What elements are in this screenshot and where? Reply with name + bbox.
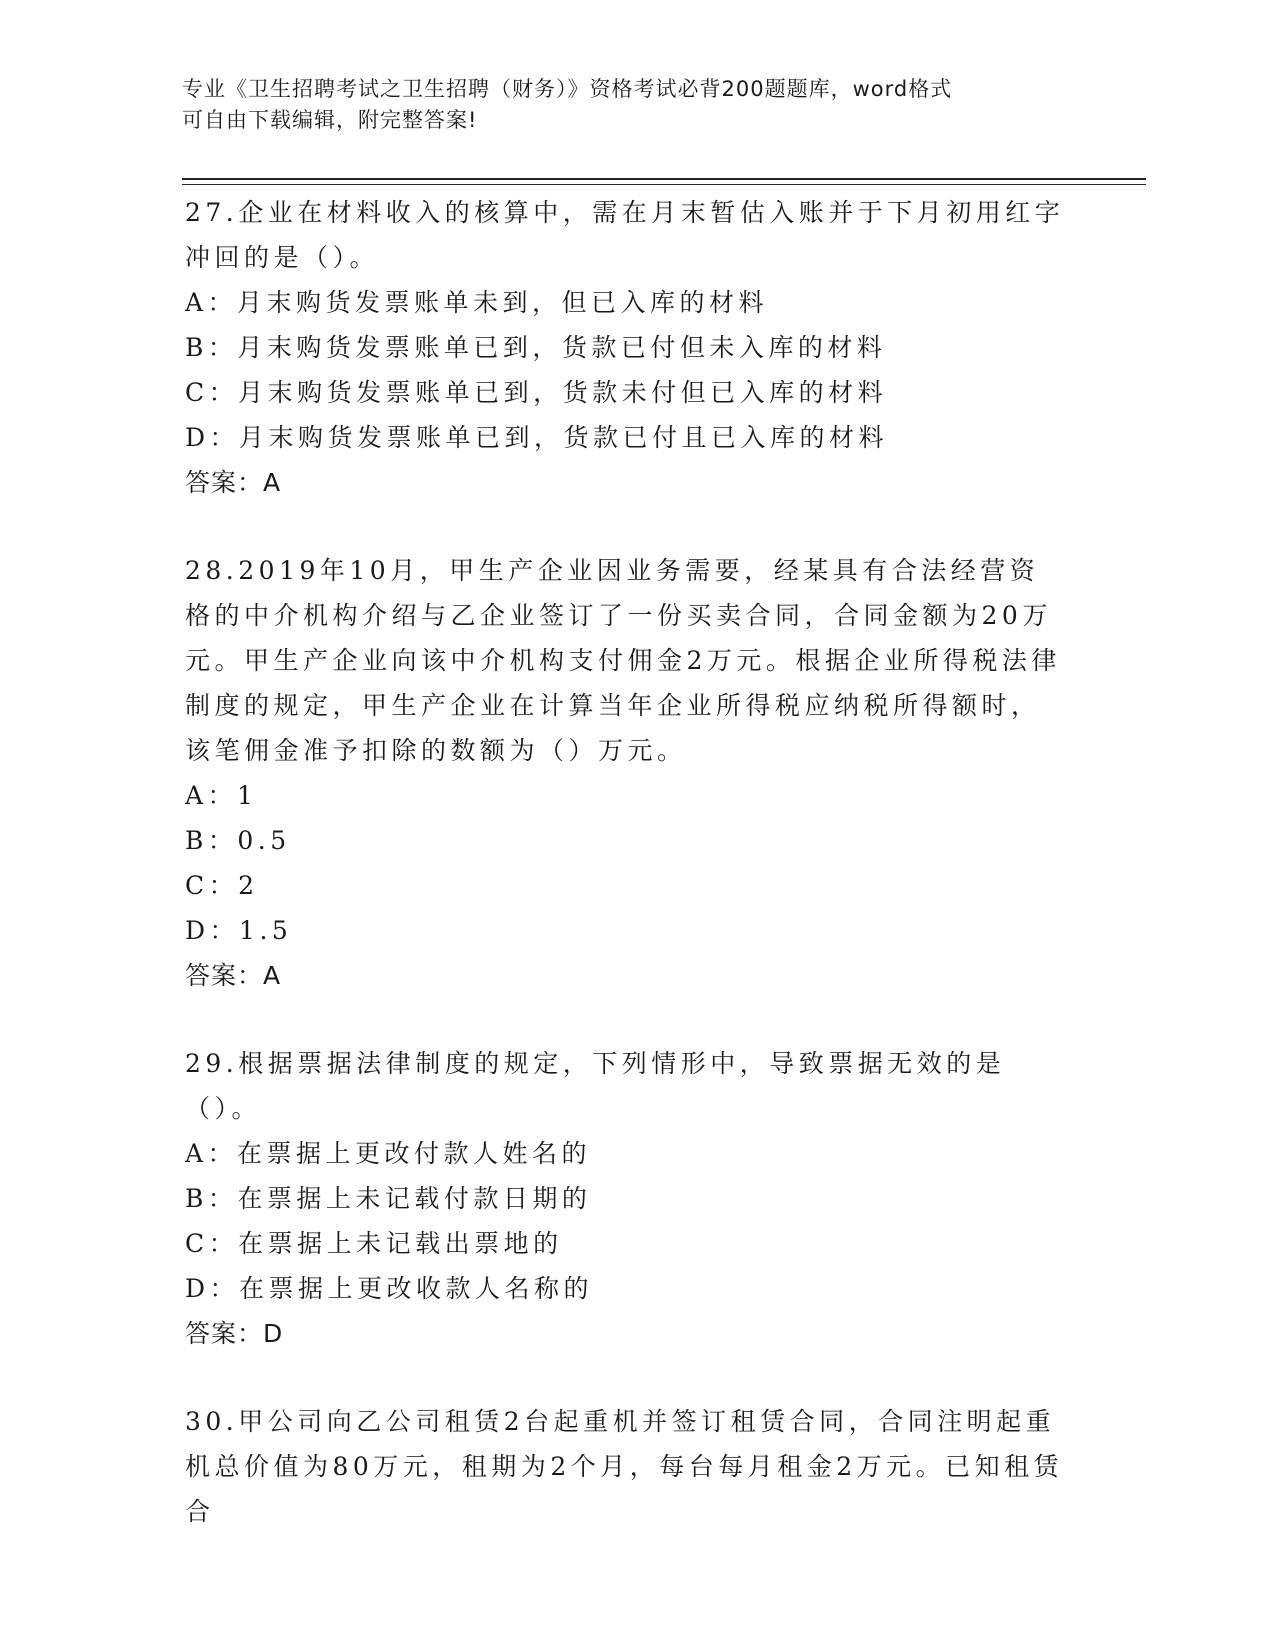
- answer: 答案：A: [185, 468, 282, 497]
- question-30: [185, 1399, 1065, 1534]
- answer: 答案：A: [185, 961, 282, 990]
- option-b: B：在票据上未记载付款日期的: [185, 1184, 592, 1213]
- question-28: [185, 548, 1065, 998]
- header-divider-thin: [182, 184, 1146, 185]
- answer: 答案：D: [185, 1319, 284, 1348]
- option-a: A：1: [185, 781, 258, 810]
- option-d: D：月末购货发票账单已到，货款已付且已入库的材料: [185, 423, 889, 452]
- question-stem: 29.根据票据法律制度的规定，下列情形中，导致票据无效的是（）。: [185, 1049, 1006, 1123]
- question-stem: 27.企业在材料收入的核算中，需在月末暂估入账并于下月初用红字冲回的是（）。: [185, 198, 1065, 272]
- header-line-1: 专业《卫生招聘考试之卫生招聘（财务）》资格考试必背200题题库，word格式: [182, 77, 953, 101]
- option-c: C：2: [185, 871, 259, 900]
- option-c: C：月末购货发票账单已到，货款未付但已入库的材料: [185, 378, 888, 407]
- question-stem: 30.甲公司向乙公司租赁2台起重机并签订租赁合同，合同注明起重机总价值为80万元，租期为2个月，每台每月租金2万元。已知租赁合: [185, 1407, 1064, 1526]
- option-a: A：月末购货发票账单未到，但已入库的材料: [185, 288, 769, 317]
- option-b: B：0.5: [185, 826, 291, 855]
- option-d: D：在票据上更改收款人名称的: [185, 1274, 594, 1303]
- question-27: [185, 190, 1065, 505]
- option-c: C：在票据上未记载出票地的: [185, 1229, 563, 1258]
- option-b: B：月末购货发票账单已到，货款已付但未入库的材料: [185, 333, 887, 362]
- header-line-2: 可自由下载编辑，附完整答案!: [182, 108, 478, 132]
- option-a: A：在票据上更改付款人姓名的: [185, 1139, 592, 1168]
- header-divider-thick: [182, 178, 1146, 180]
- option-d: D：1.5: [185, 916, 293, 945]
- question-29: [185, 1041, 1065, 1356]
- question-stem: 28.2019年10月，甲生产企业因业务需要，经某具有合法经营资格的中介机构介绍与乙企业签订了一份买卖合同，合同金额为20万元。甲生产企业向该中介机构支付佣金2万元。根据企业所得税法律制度的规定，甲生产企业在计算当年企业所得税应纳税所得额时，该笔佣金准予扣除的数额为（）万元。: [185, 556, 1061, 765]
- document-header: [182, 74, 1062, 136]
- question-list: [185, 190, 1065, 1534]
